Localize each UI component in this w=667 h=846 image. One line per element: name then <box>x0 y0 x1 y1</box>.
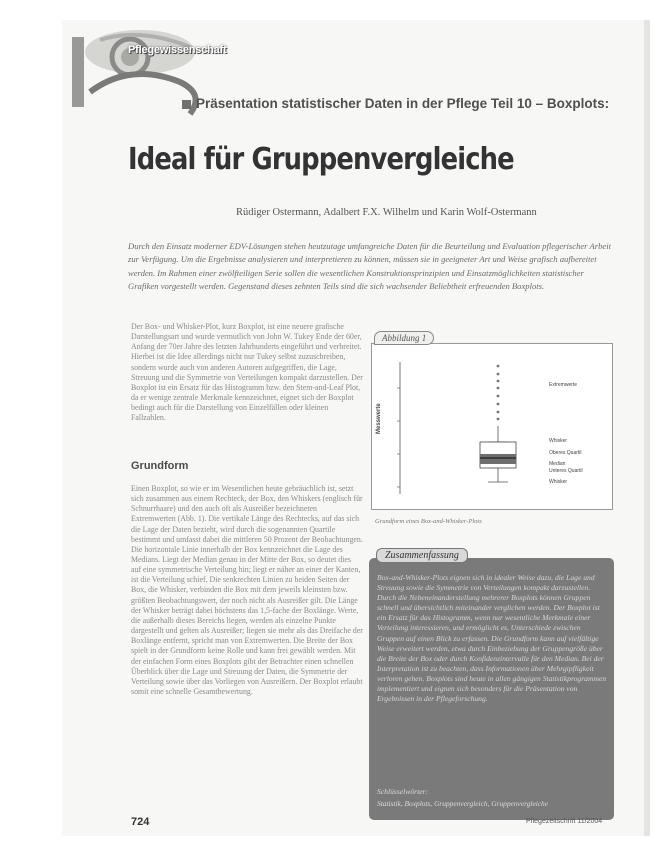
bullet-square-icon <box>182 100 191 109</box>
keywords-heading: Schlüsselwörter: <box>377 787 429 796</box>
annotation-whisker-lower: Whisker <box>549 479 568 485</box>
page-edge-shadow <box>644 20 650 836</box>
annotation-upper-quartile: Oberes Quartil <box>549 450 582 456</box>
figure-label: Abbildung 1 <box>374 331 434 345</box>
article-title: Ideal für Gruppenvergleiche <box>128 142 514 177</box>
summary-label: Zusammenfassung <box>376 548 468 563</box>
summary-text: Box-and-Whisker-Plots eignen sich in idealer Weise dazu, die Lage und Streuung sowie die Symmetrie von Verteilungen kompakt darzustellen. Durch die Nebeneinanderstellung mehrerer Boxplots können Gruppen schnell und übersichtlich miteinander verglichen werden. Der Boxplot ist ein Ersatz für das Histogramm, wenn nur wesentliche Merkmale einer Verteilung interessieren, und ermöglicht es, Unterschiede zwischen Gruppen auf einen Blick zu erfassen. Die Grundform kann auf vielfältige Weise erweitert werden, etwa durch Einbeziehung der Gruppengröße über die Breite der Box oder durch Konfidenzintervalle für den Median. Bei der Interpretation ist zu beachten, dass Informationen über Mehrgipfligkeit verloren gehen. Boxplots sind heute in allen gängigen Statistikprogrammen implementiert und eignen sich besonders für die Präsentation von Ergebnissen in der Pflegeforschung. <box>377 573 607 704</box>
body-paragraph-1 <box>131 322 363 450</box>
body-text: Der Box- und Whisker-Plot, kurz Boxplot, ist eine neuere grafische Darstellungsart und wurde vermutlich von John W. Tukey Ende der 60er, Anfang der 70er Jahre des letzten Jahrhunderts eingeführt und verbreitet. Hierbei ist die Idee allerdings nicht nur Tukey selbst zuzuschreiben, sondern wurde auch von anderen Autoren aufgegriffen, die Lage, Streuung und die Symmetrie von Verteilungen kompakt darzustellen. Der Boxplot ist ein Ersatz für das Histogramm bzw. den Stem-and-Leaf Plot, da er wenige zentrale Merkmale kennzeichnet, eignet sich der Boxplot bedingt auch für die Darstellung von Einzelfällen oder kleinen Fallzahlen. <box>131 322 363 423</box>
article-intro: Durch den Einsatz moderner EDV-Lösungen stehen heutzutage umfangreiche Daten für die Beurteilung und Evaluation pflegerischer Arbeit zur Verfügung. Um die Ergebnisse analysieren und interpretieren zu können, müssen sie in geeigneter Art und Weise grafisch aufbereitet werden. Im Rahmen einer zwölfteiligen Serie sollen die wesentlichen Konstruktionsprinzipien und Einsatzmöglichkeiten statistischer Grafiken vorgestellt werden. Gegenstand dieses zehnten Teils sind die sich wachsender Beliebtheit erfreuenden Boxplots. <box>128 241 612 291</box>
article-authors: Rüdiger Ostermann, Adalbert F.X. Wilhelm und Karin Wolf-Ostermann <box>236 207 537 218</box>
keywords: Statistik, Boxplots, Gruppenvergleich, Gruppenvergleiche <box>377 799 549 808</box>
extreme-values <box>497 365 500 421</box>
figure-caption: Grundform eines Box-and-Whisker-Plots <box>375 518 482 525</box>
annotation-lower-quartile: Unteres Quartil <box>549 468 583 474</box>
section-tag: Pflegewissenschaft <box>128 44 227 56</box>
annotation-whisker-upper: Whisker <box>549 438 568 444</box>
subheading-grundform: Grundform <box>131 460 189 472</box>
annotation-extreme: Extremwerte <box>549 382 578 388</box>
figure-boxplot <box>371 343 613 510</box>
annotation-median: Median <box>549 461 566 467</box>
page-number: 724 <box>131 816 150 828</box>
body-text: Einen Boxplot, so wie er im Wesentlichen heute gebräuchlich ist, setzt sich zusammen aus einem Rechteck, der Box, den Whiskers (englisch für Schnurrhaare) und den auch oft als Ausreißer bezeichneten Extremwerten (Abb. 1). Die vertikale Länge des Rechtecks, auf das sich die Lage der Daten bezieht, wird durch die sogenannten Quartile bestimmt und umfasst dabei die mittleren 50 Prozent der Beobachtungen. Die horizontale Linie innerhalb der Box kennzeichnet die Lage des Medians. Liegt der Median genau in der Mitte der Box, so deutet dies auf eine symmetrische Verteilung hin; liegt er näher an einer der Kanten, ist die Verteilung schief. Die senkrechten Linien zu beiden Seiten der Box, die Whisker, verbinden die Box mit dem jeweils kleinsten bzw. größten Beobachtungswert, der noch nicht als Ausreißer gilt. Die Länge der Whisker beträgt dabei höchstens das 1,5-fache der Boxlänge. Werte, die außerhalb dieses Bereichs liegen, werden als einzelne Punkte dargestellt und gelten als Ausreißer; liegen sie mehr als das Dreifache der Boxlänge entfernt, spricht man von Extremwerten. Die Breite der Box spielt in der Grundform keine Rolle und kann frei gewählt werden. Mit der einfachen Form eines Boxplots gibt der Betrachter einen schnellen Überblick über die Lage und Streuung der Daten, die Symmetrie der Verteilung sowie über das Vorliegen von Ausreißern. Der Boxplot erlaubt somit eine schnelle Gesamtbewertung. <box>131 483 363 697</box>
journal-footer: Pflegezeitschrift 11/2004 <box>526 818 603 825</box>
article-kicker: Präsentation statistischer Daten in der Pflege Teil 10 – Boxplots: <box>196 96 610 111</box>
box-fill <box>480 454 516 464</box>
boxplot-graphic <box>372 344 612 509</box>
y-axis-label: Messwerte <box>376 403 382 434</box>
body-paragraph-2 <box>131 476 363 817</box>
